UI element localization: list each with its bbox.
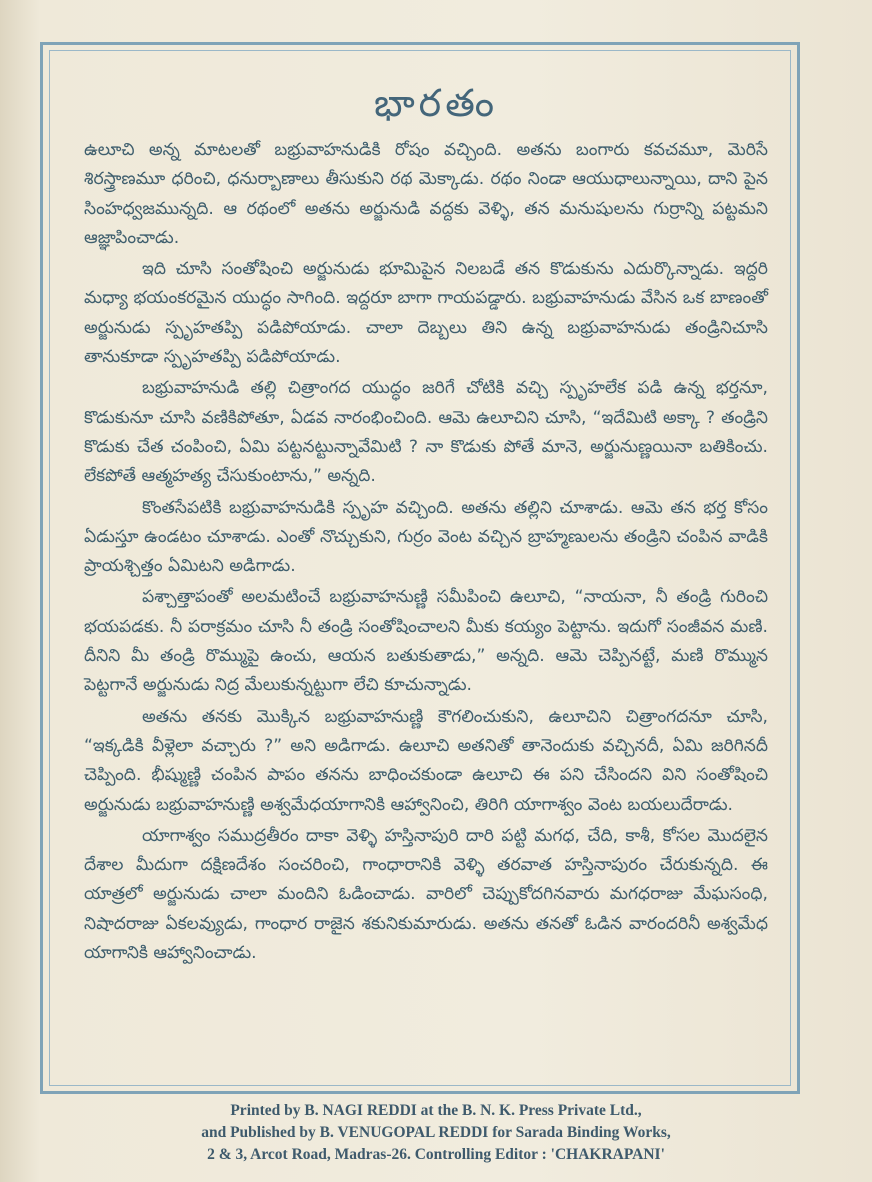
- paragraph: కొంతసేపటికి బభ్రువాహనుడికి స్పృహ వచ్చింది. అతను తల్లిని చూశాడు. ఆమె తన భర్త కోసం ఏడుస్తూ ఉండటం చూశాడు. ఎంతో నొచ్చుకుని, గుర్రం వెంట వచ్చిన బ్రాహ్మణులను తండ్రిని చంపిన వాడికి ప్రాయశ్చిత్తం ఏమిటని అడిగాడు.: [84, 497, 768, 577]
- paragraph: పశ్చాత్తాపంతో అలమటించే బభ్రువాహనుణ్ణి సమీపించి ఉలూచి, “నాయనా, నీ తండ్రి గురించి భయపడకు. నీ పరాక్రమం చూసి నీ తండ్రి సంతోషించాలని మీకు కయ్యం పెట్టాను. ఇదుగో సంజీవన మణి. దీనిని మీ తండ్రి రొమ్ముపై ఉంచు, ఆయన బతుకుతాడు,” అన్నది. ఆమె చెప్పినట్టే, మణి రొమ్మున పెట్టగానే అర్జునుడు నిద్ర మేలుకున్నట్టుగా లేచి కూచున్నాడు.: [84, 587, 768, 696]
- story-body: [84, 136, 768, 970]
- imprint-line: Printed by B. NAGI REDDI at the B. N. K. Press Private Ltd.,: [230, 1102, 642, 1119]
- imprint-line: and Published by B. VENUGOPAL REDDI for Sarada Binding Works,: [201, 1124, 671, 1141]
- paragraph: ఇది చూసి సంతోషించి అర్జునుడు భూమిపైన నిలబడే తన కొడుకును ఎదుర్కొన్నాడు. ఇద్దరి మధ్యా భయంకరమైన యుద్ధం సాగింది. ఇద్దరూ బాగా గాయపడ్డారు. బభ్రువాహనుడు వేసిన ఒక బాణంతో అర్జునుడు స్పృహతప్పి పడిపోయాడు. చాలా దెబ్బలు తిని ఉన్న బభ్రువాహనుడు తండ్రినిచూసి తానుకూడా స్పృహతప్పి పడిపోయాడు.: [84, 259, 768, 368]
- printer-imprint: [0, 1100, 872, 1166]
- paragraph: యాగాశ్వం సముద్రతీరం దాకా వెళ్ళి హస్తినాపురి దారి పట్టి మగధ, చేది, కాశీ, కోసల మొదలైన దేశాల మీదుగా దక్షిణదేశం సంచరించి, గాంధారానికి వెళ్ళి తరవాత హస్తినాపురం చేరుకున్నది. ఈ యాత్రలో అర్జునుడు చాలా మందిని ఓడించాడు. వారిలో చెప్పుకోదగినవారు మగధరాజు మేఘసంధి, నిషాదరాజు ఏకలవ్యుడు, గాంధార రాజైన శకునికుమారుడు. అతను తనతో ఓడిన వారందరినీ అశ్వమేధ యాగానికి ఆహ్వానించాడు.: [84, 825, 768, 964]
- paragraph: అతను తనకు మొక్కిన బభ్రువాహనుణ్ణి కౌగలించుకుని, ఉలూచిని చిత్రాంగదనూ చూసి, “ఇక్కడికి వీళ్లెలా వచ్చారు ?” అని అడిగాడు. ఉలూచి అతనితో తానెందుకు వచ్చినదీ, ఏమి జరిగినదీ చెప్పింది. భీష్ముణ్ణి చంపిన పాపం తనను బాధించకుండా ఉలూచి ఈ పని చేసిందని విని సంతోషించి అర్జునుడు బభ్రువాహనుణ్ణి అశ్వమేధయాగానికి ఆహ్వానించి, తిరిగి యాగాశ్వం వెంట బయలుదేరాడు.: [84, 706, 768, 815]
- page-title: భారతం: [373, 81, 499, 125]
- imprint-line: 2 & 3, Arcot Road, Madras-26. Controlling Editor : 'CHAKRAPANI': [207, 1146, 665, 1163]
- paragraph: బభ్రువాహనుడి తల్లి చిత్రాంగద యుద్ధం జరిగే చోటికి వచ్చి స్పృహలేక పడి ఉన్న భర్తనూ, కొడుకునూ చూసి వణికిపోతూ, ఏడవ నారంభించింది. ఆమె ఉలూచిని చూసి, “ఇదేమిటి అక్కా ? తండ్రిని కొడుకు చేత చంపించి, ఏమి పట్టనట్టున్నావేమిటి ? నా కొడుకు పోతే మానె, అర్జునుణ్ణయినా బతికించు. లేకపోతే ఆత్మహత్య చేసుకుంటాను,” అన్నది.: [84, 378, 768, 487]
- paragraph: ఉలూచి అన్న మాటలతో బభ్రువాహనుడికి రోషం వచ్చింది. అతను బంగారు కవచమూ, మెరిసే శిరస్త్రాణమూ ధరించి, ధనుర్బాణాలు తీసుకుని రథ మెక్కాడు. రథం నిండా ఆయుధాలున్నాయి, దాని పైన సింహధ్వజమున్నది. ఆ రథంలో అతను అర్జునుడి వద్దకు వెళ్ళి, తన మనుషులను గుర్రాన్ని పట్టమని ఆజ్ఞాపించాడు.: [84, 140, 768, 248]
